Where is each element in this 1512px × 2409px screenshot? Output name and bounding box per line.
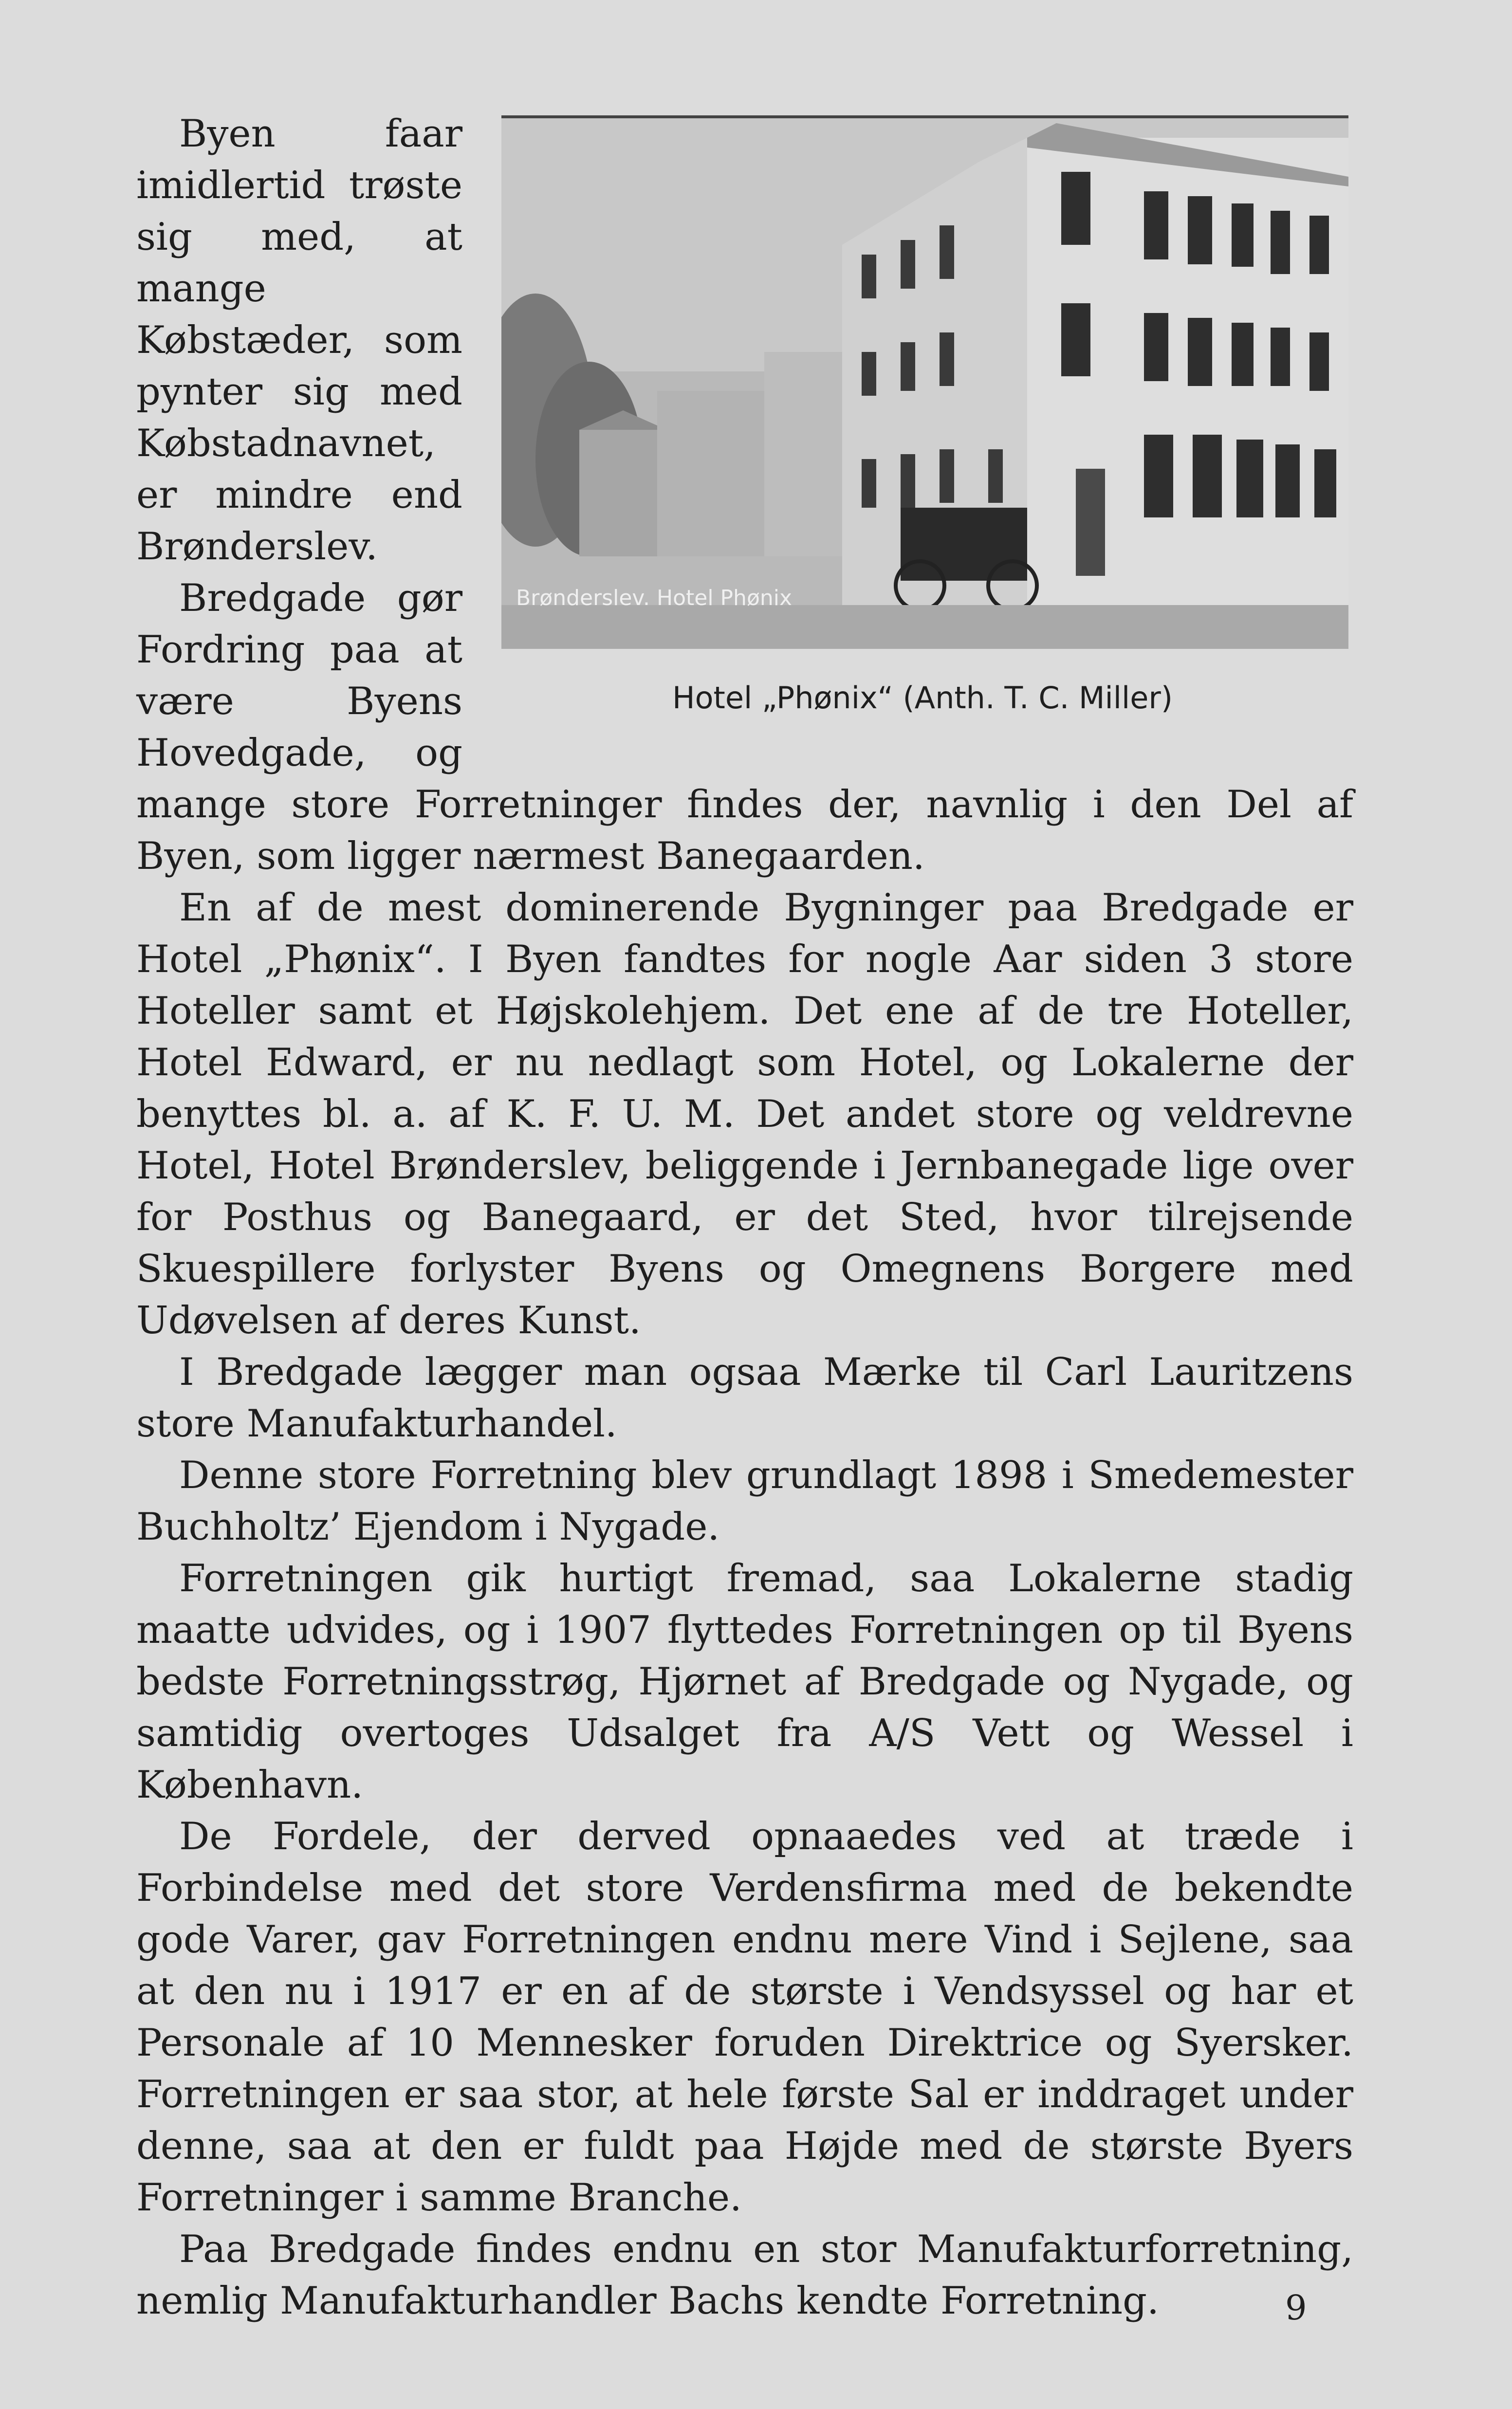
hotel-photo-illustration [501,118,1348,649]
photo-sign-text: Brønderslev. Hotel Phønix [516,586,793,610]
paragraph-5: Denne store Forretning blev grundlagt 1898 i Smedemester Buchholtz’ Ejendom i Nygade. [136,1453,1353,1549]
paragraph-4: I Bredgade lægger man ogsaa Mærke til Carl Lauritzens store Manufakturhandel. [136,1350,1353,1446]
paragraph-8: Paa Bredgade findes endnu en stor Manufakturforretning, nemlig Manufakturhandler Bachs kendte Forretning. [136,2227,1353,2323]
paragraph-3: En af de mest dominerende Bygninger paa Bredgade er Hotel „Phønix“. I Byen fandtes for nogle Aar siden 3 store Hoteller samt et Højskolehjem. Det ene af de tre Hoteller, Hotel Edward, er nu nedlagt som Hotel, og Lokalerne der benyttes bl. a. af K. F. U. M. Det andet store og veldrevne Hotel, Hotel Brønderslev, beliggende i Jernbanegade lige over for Posthus og Banegaard, er det Sted, hvor tilrejsende Skuespillere forlyster Byens og Omegnens Borgere med Udøvelsen af deres Kunst. [136,886,1353,1342]
hotel-phoenix-photo [501,115,1348,649]
figure-caption: Hotel „Phønix“ (Anth. T. C. Miller) [672,680,1173,716]
paragraph-2: Bredgade gør Fordring paa at være Byens Hovedgade, og mange store Forretninger findes der, navnlig i den Del af Byen, som ligger nærmest Banegaarden. [136,576,1353,878]
hotel-figure [492,108,1353,763]
paragraph-1: Byen faar imidlertid trøste sig med, at mange Købstæder, som pynter sig med Købstadnavnet, er mindre end Brønderslev. [136,112,462,569]
paragraph-6: Forretningen gik hurtigt fremad, saa Lokalerne stadig maatte udvides, og i 1907 flyttedes Forretningen op til Byens bedste Forretningsstrøg, Hjørnet af Bredgade og Nygade, og samtidig overtoges Udsalget fra A/S Vett og Wessel i København. [136,1557,1353,1807]
body-text [136,108,1353,2327]
paragraph-7: De Fordele, der derved opnaaedes ved at træde i Forbindelse med det store Verdensfirma med de bekendte gode Varer, gav Forretningen endnu mere Vind i Sejlene, saa at den nu i 1917 er en af de største i Vendsyssel og har et Personale af 10 Mennesker foruden Direktrice og Syersker. Forretningen er saa stor, at hele første Sal er inddraget under denne, saa at den er fuldt paa Højde med de største Byers Forretninger i samme Branche. [136,1815,1353,2220]
page-number: 9 [1285,2288,1307,2328]
